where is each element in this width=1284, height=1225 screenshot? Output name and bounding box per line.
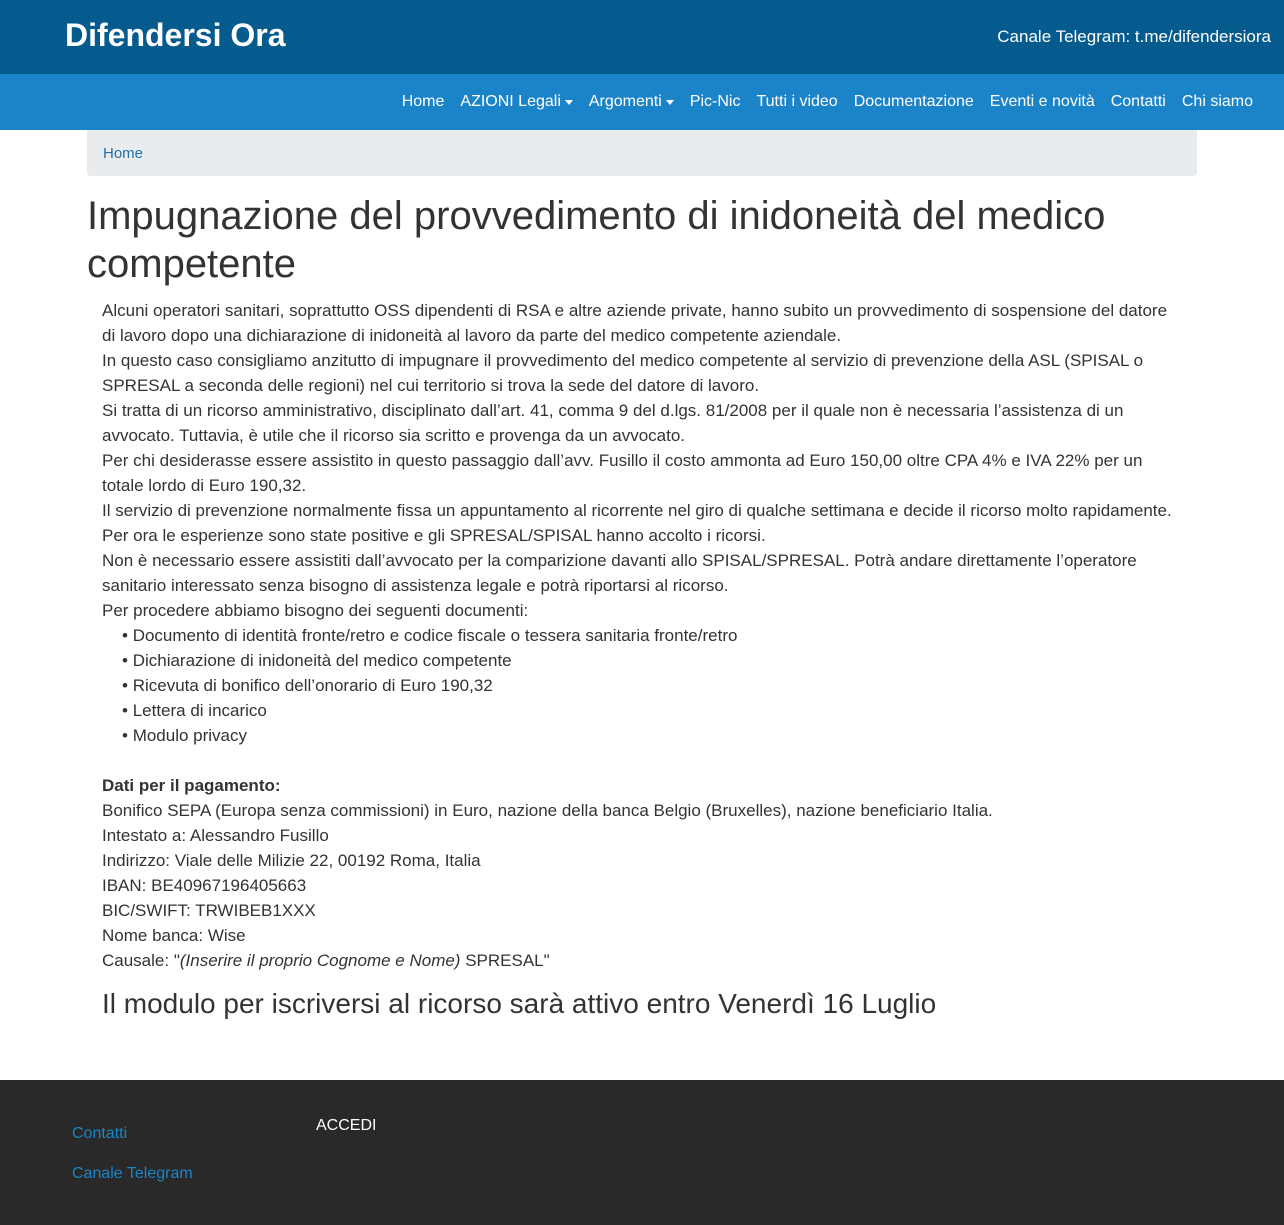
page-title: Impugnazione del provvedimento di inidoneità del medico competente [87, 194, 1106, 286]
paragraph: Il servizio di prevenzione normalmente fissa un appuntamento al ricorrente nel giro di qualche settimana e decide il ricorso molto rapidamente. [102, 501, 1172, 520]
payment-line: IBAN: BE40967196405663 [102, 876, 307, 895]
nav-label: Contatti [1110, 93, 1166, 110]
paragraph: Non è necessario essere assistiti dall’avvocato per la comparizione davanti allo SPISAL/SPRESAL. Potrà andare direttamente l’operatore sanitario interessato senza bisogno di assistenza legale e potrà riportarsi al ricorso. [102, 551, 1137, 595]
footer-contatti-link[interactable]: Contatti [72, 1125, 128, 1142]
form-notice-heading: Il modulo per iscriversi al ricorso sarà attivo entro Venerdì 16 Luglio [102, 988, 937, 1019]
nav-chi-siamo[interactable] [1182, 93, 1253, 111]
site-title[interactable]: Difendersi Ora [65, 17, 286, 53]
list-item: • Lettera di incarico [102, 698, 1182, 723]
payment-line: Bonifico SEPA (Europa senza commissioni) in Euro, nazione della banca Belgio (Bruxelles), nazione beneficiario Italia. [102, 801, 993, 820]
nav-label: Tutti i video [756, 93, 838, 110]
nav-azioni-legali[interactable] [460, 93, 572, 111]
list-item: • Ricevuta di bonifico dell’onorario di Euro 190,32 [102, 673, 1182, 698]
breadcrumb-home-link[interactable]: Home [103, 145, 144, 162]
spacer [102, 748, 1182, 773]
site-header [0, 0, 1284, 74]
login-link[interactable]: ACCEDI [316, 1117, 377, 1134]
footer-telegram-link[interactable]: Canale Telegram [72, 1165, 193, 1182]
causale-italic: (Inserire il proprio Cognome e Nome) [179, 951, 461, 970]
paragraph: In questo caso consigliamo anzitutto di impugnare il provvedimento del medico competente al servizio di prevenzione della ASL (SPISAL o SPRESAL a seconda delle regioni) nel cui territorio si trova la sede del datore di lavoro. [102, 351, 1144, 395]
breadcrumb [87, 130, 1197, 176]
payment-heading-text: Dati per il pagamento: [102, 776, 281, 795]
nav-label: Chi siamo [1181, 93, 1253, 110]
payment-line: Indirizzo: Viale delle Milizie 22, 00192 Roma, Italia [102, 851, 481, 870]
nav-label: Argomenti [588, 93, 662, 110]
paragraph: Si tratta di un ricorso amministrativo, disciplinato dall’art. 41, comma 9 del d.lgs. 81/2008 per il quale non è necessaria l’assistenza di un avvocato. Tuttavia, è utile che il ricorso sia scritto e provenga da un avvocato. [102, 401, 1124, 445]
nav-home[interactable] [402, 93, 445, 111]
causale-prefix: Causale: " [102, 951, 180, 970]
list-item: • Modulo privacy [102, 723, 1182, 748]
nav-eventi[interactable] [990, 93, 1095, 111]
payment-line: Nome banca: Wise [102, 926, 246, 945]
nav-label: Documentazione [853, 93, 974, 110]
telegram-channel-link[interactable]: Canale Telegram: t.me/difendersiora [997, 27, 1271, 46]
payment-causale [102, 948, 1182, 973]
payment-line: Intestato a: Alessandro Fusillo [102, 826, 329, 845]
paragraph: Alcuni operatori sanitari, soprattutto OSS dipendenti di RSA e altre aziende private, hanno subito un provvedimento di sospensione del datore di lavoro dopo una dichiarazione di inidoneità al lavoro da parte del medico competente aziendale. [102, 301, 1168, 345]
documents-list [102, 623, 1182, 748]
nav-documentazione[interactable] [854, 93, 974, 111]
list-item: • Documento di identità fronte/retro e codice fiscale o tessera sanitaria fronte/retro [102, 623, 1182, 648]
paragraph: Per ora le esperienze sono state positive e gli SPRESAL/SPISAL hanno accolto i ricorsi. [102, 526, 766, 545]
main-nav [0, 74, 1284, 130]
nav-label: Pic-Nic [689, 93, 741, 110]
nav-pic-nic[interactable] [690, 93, 741, 111]
caret-down-icon [565, 100, 573, 105]
nav-argomenti[interactable] [589, 93, 674, 111]
nav-tutti-i-video[interactable] [756, 93, 837, 111]
payment-heading [102, 773, 1182, 798]
paragraph: Per chi desiderasse essere assistito in questo passaggio dall’avv. Fusillo il costo ammonta ad Euro 150,00 oltre CPA 4% e IVA 22% per un totale lordo di Euro 190,32. [102, 451, 1143, 495]
article-body [102, 298, 1182, 1021]
paragraph: Per procedere abbiamo bisogno dei seguenti documenti: [102, 601, 529, 620]
nav-contatti[interactable] [1111, 93, 1166, 111]
caret-down-icon [666, 100, 674, 105]
causale-suffix: SPRESAL" [460, 951, 550, 970]
nav-label: Eventi e novità [989, 93, 1095, 110]
list-item: • Dichiarazione di inidoneità del medico competente [102, 648, 1182, 673]
payment-line: BIC/SWIFT: TRWIBEB1XXX [102, 901, 316, 920]
nav-label: Home [401, 93, 445, 110]
site-footer [0, 1080, 1284, 1225]
nav-label: AZIONI Legali [460, 93, 561, 110]
